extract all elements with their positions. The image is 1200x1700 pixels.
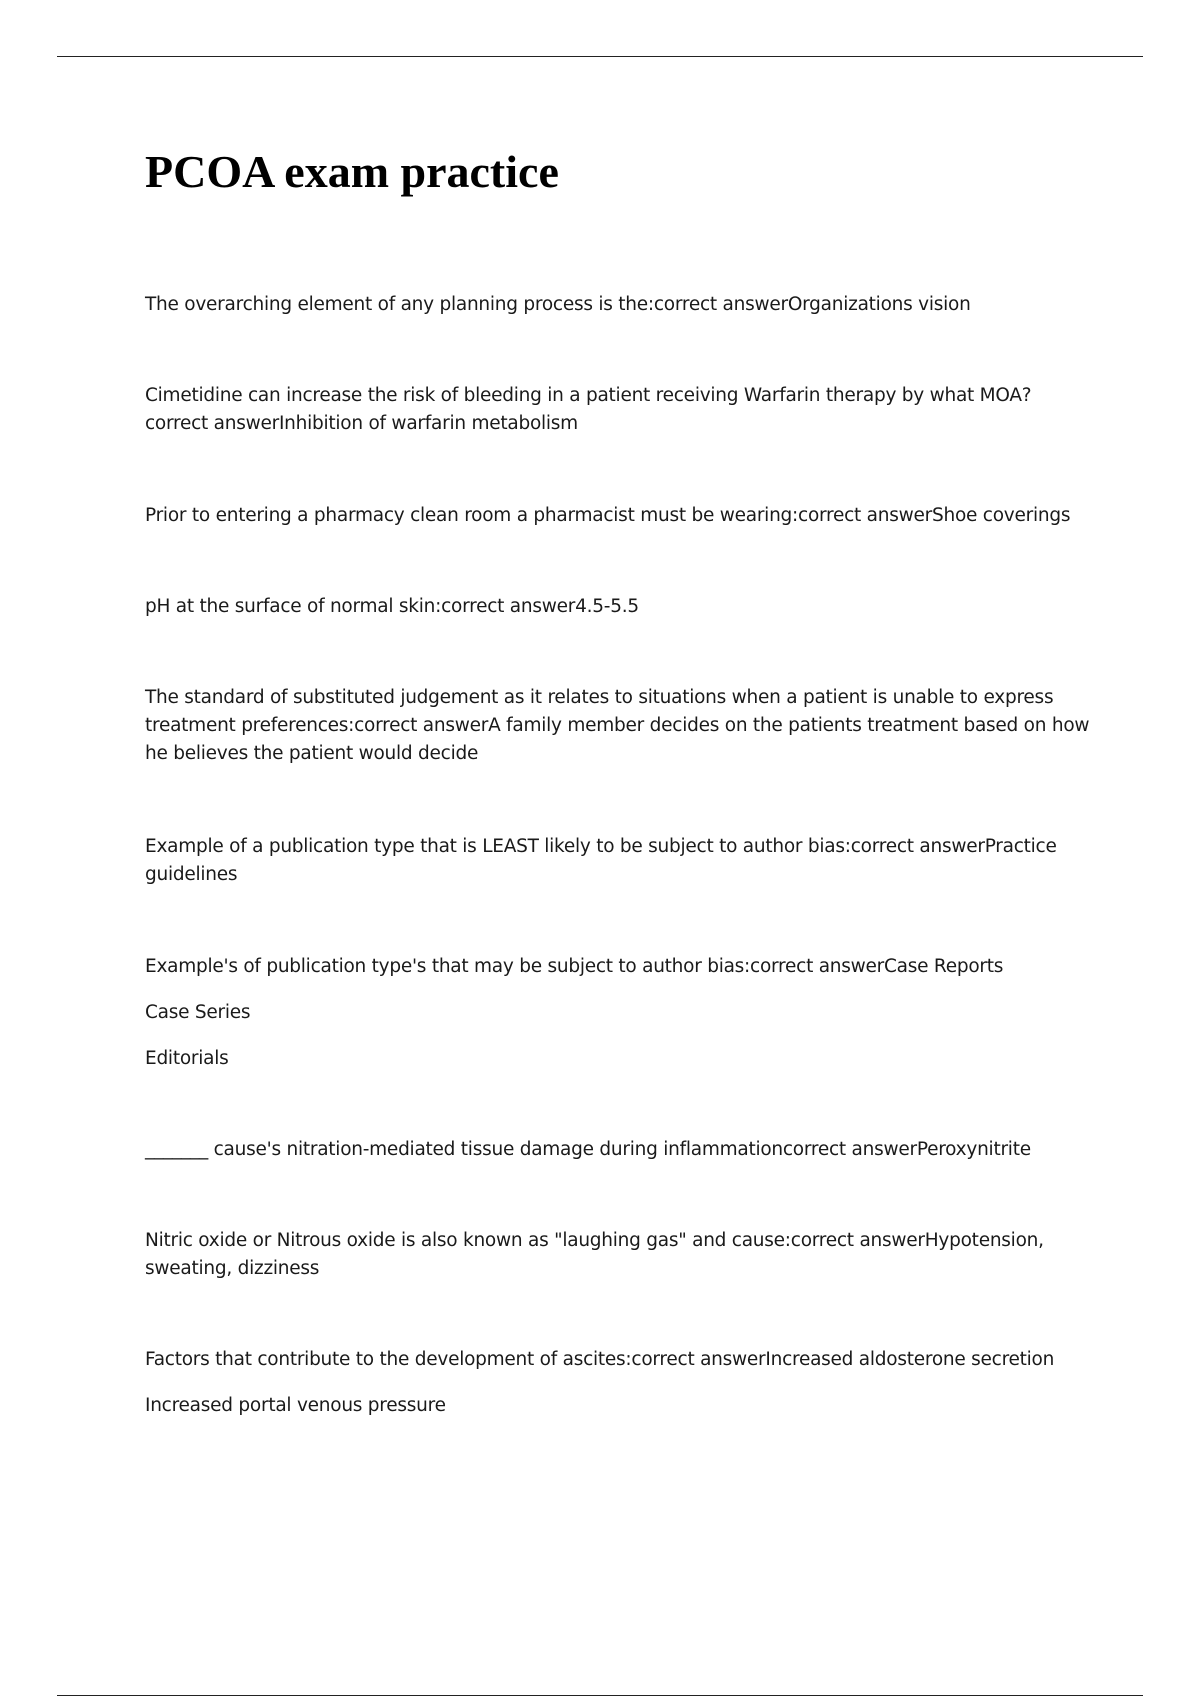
qa-line: guidelines [145,864,238,885]
qa-line: Nitric oxide or Nitrous oxide is also known as "laughing gas" and cause:correct answerHypotension, [145,1230,1044,1251]
qa-line: Increased portal venous pressure [145,1395,446,1416]
qa-line: Example's of publication type's that may be subject to author bias:correct answerCase Reports [145,956,1004,977]
qa-item [145,1227,1095,1283]
qa-line: sweating, dizziness [145,1258,320,1279]
qa-line: The standard of substituted judgement as it relates to situations when a patient is unable to express [145,687,1054,708]
qa-line: Case Series [145,1002,251,1023]
qa-item [145,953,1095,981]
qa-item [145,1392,1095,1420]
qa-line: Example of a publication type that is LEAST likely to be subject to author bias:correct answerPractice [145,836,1057,857]
qa-item [145,1136,1095,1164]
qa-line: The overarching element of any planning process is the:correct answerOrganizations vision [145,294,971,315]
page-title: PCOA exam practice [145,146,559,197]
header-rule [57,56,1143,57]
qa-line: Cimetidine can increase the risk of bleeding in a patient receiving Warfarin therapy by what MOA? [145,385,1032,406]
qa-line: Factors that contribute to the development of ascites:correct answerIncreased aldosterone secretion [145,1349,1055,1370]
qa-line: pH at the surface of normal skin:correct answer4.5-5.5 [145,596,639,617]
qa-line: correct answerInhibition of warfarin metabolism [145,413,578,434]
qa-item [145,833,1095,889]
qa-line: _______ cause's nitration-mediated tissue damage during inflammationcorrect answerPeroxynitrite [145,1139,1031,1160]
qa-line: Prior to entering a pharmacy clean room a pharmacist must be wearing:correct answerShoe coverings [145,505,1071,526]
qa-item [145,1346,1095,1374]
qa-item [145,291,1095,319]
qa-line: he believes the patient would decide [145,743,479,764]
qa-item [145,684,1095,768]
qa-item [145,999,1095,1027]
footer-rule [57,1695,1143,1696]
qa-item [145,593,1095,621]
qa-item [145,502,1095,530]
qa-item [145,382,1095,438]
qa-line: Editorials [145,1048,229,1069]
qa-line: treatment preferences:correct answerA family member decides on the patients treatment based on how [145,715,1090,736]
qa-item [145,1045,1095,1073]
